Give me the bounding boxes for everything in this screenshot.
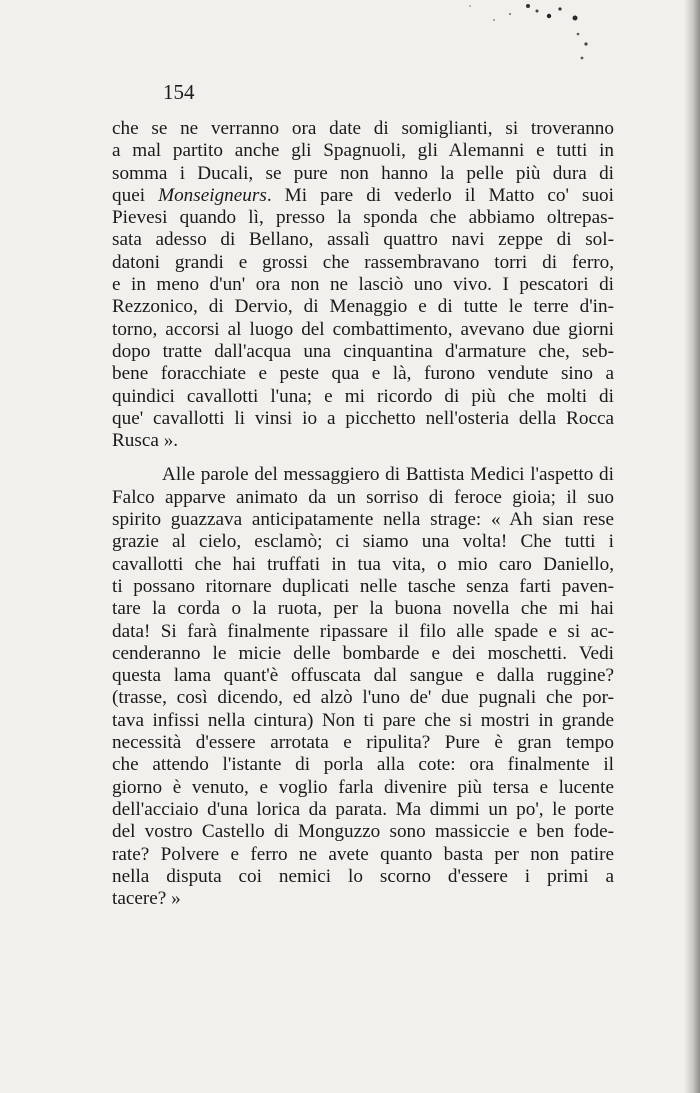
text-line: nella disputa coi nemici lo scorno d'essere i primi a: [112, 865, 614, 887]
ink-specks: [410, 0, 610, 80]
text-line: Rusca ».: [112, 430, 179, 452]
text-line: dopo tratte dall'acqua una cinquantina d'armature che, seb-: [112, 340, 614, 362]
text-line: questa lama quant'è offuscata dal sangue e dalla ruggine?: [112, 665, 614, 687]
paragraph-1: [112, 118, 614, 452]
text-line: che attendo l'istante di porla alla cote: ora finalmente il: [112, 754, 614, 776]
text-line: (trasse, così dicendo, ed alzò l'uno de' due pugnali che por-: [112, 687, 614, 709]
page-edge-shadow: [684, 0, 700, 1093]
text-line: dell'acciaio d'una lorica da parata. Ma dimmi un po', le porte: [112, 798, 614, 820]
text-line: Rezzonico, di Dervio, di Menaggio e di tutte le terre d'in-: [112, 296, 614, 318]
text-line: spirito guazzava anticipatamente nella strage: « Ah sian rese: [112, 509, 614, 531]
italic-phrase: Monseigneurs: [158, 184, 267, 206]
text-line: cavallotti che hai truffati in tua vita, o mio caro Daniello,: [112, 553, 614, 575]
text-line: datoni grandi e grossi che rassembravano torri di ferro,: [112, 251, 614, 273]
text-line: Pievesi quando lì, presso la sponda che abbiamo oltrepas-: [112, 207, 614, 229]
text-line: ti possano ritornare duplicati nelle tasche senza farti paven-: [112, 575, 614, 597]
text-line: grazie al cielo, esclamò; ci siamo una volta! Che tutti i: [112, 531, 614, 553]
text-line: quindici cavallotti l'una; e mi ricordo di più che molti di: [112, 385, 614, 407]
text-line: del vostro Castello di Monguzzo sono massiccie e ben fode-: [112, 821, 614, 843]
text-line: tare la corda o la ruota, per la buona novella che mi hai: [112, 598, 614, 620]
text-line: que' cavallotti li vinsi io a picchetto nell'osteria della Rocca: [112, 407, 614, 429]
text-line: somma i Ducali, se pure non hanno la pelle più dura di: [112, 162, 614, 184]
text-line: necessità d'essere arrotata e ripulita? Pure è gran tempo: [112, 732, 614, 754]
text-line: giorno è venuto, e voglio farla divenire più tersa e lucente: [112, 776, 614, 798]
text-line: torno, accorsi al luogo del combattimento, avevano due giorni: [112, 318, 614, 340]
body-text: [112, 118, 614, 910]
text-line: tacere? »: [112, 888, 181, 910]
text-line: Falco apparve animato da un sorriso di feroce gioia; il suo: [112, 486, 614, 508]
text-line: tava infissi nella cintura) Non ti pare che si mostri in grande: [112, 709, 614, 731]
text-line: e in meno d'un' ora non ne lasciò uno vivo. I pescatori di: [112, 274, 614, 296]
text-line: rate? Polvere e ferro ne avete quanto basta per non patire: [112, 843, 614, 865]
text-line: bene foracchiate e peste qua e là, furono vendute sino a: [112, 363, 614, 385]
text-line: a mal partito anche gli Spagnuoli, gli Alemanni e tutti in: [112, 140, 614, 162]
text-line-with-italic: quei Monseigneurs. Mi pare di vederlo il Matto co' suoi: [112, 184, 614, 206]
text-line: Alle parole del messaggiero di Battista Medici l'aspetto di: [162, 464, 614, 486]
text-line: sata adesso di Bellano, assalì quattro navi zeppe di sol-: [112, 229, 614, 251]
text-line: che se ne verranno ora date di somiglianti, si troveranno: [112, 118, 614, 139]
text-line: cenderanno le micie delle bombarde e dei moschetti. Vedi: [112, 642, 614, 664]
page-number: 154: [163, 80, 195, 104]
text-line: data! Si farà finalmente ripassare il filo alle spade e si ac-: [112, 620, 614, 642]
paragraph-2: [112, 464, 614, 910]
